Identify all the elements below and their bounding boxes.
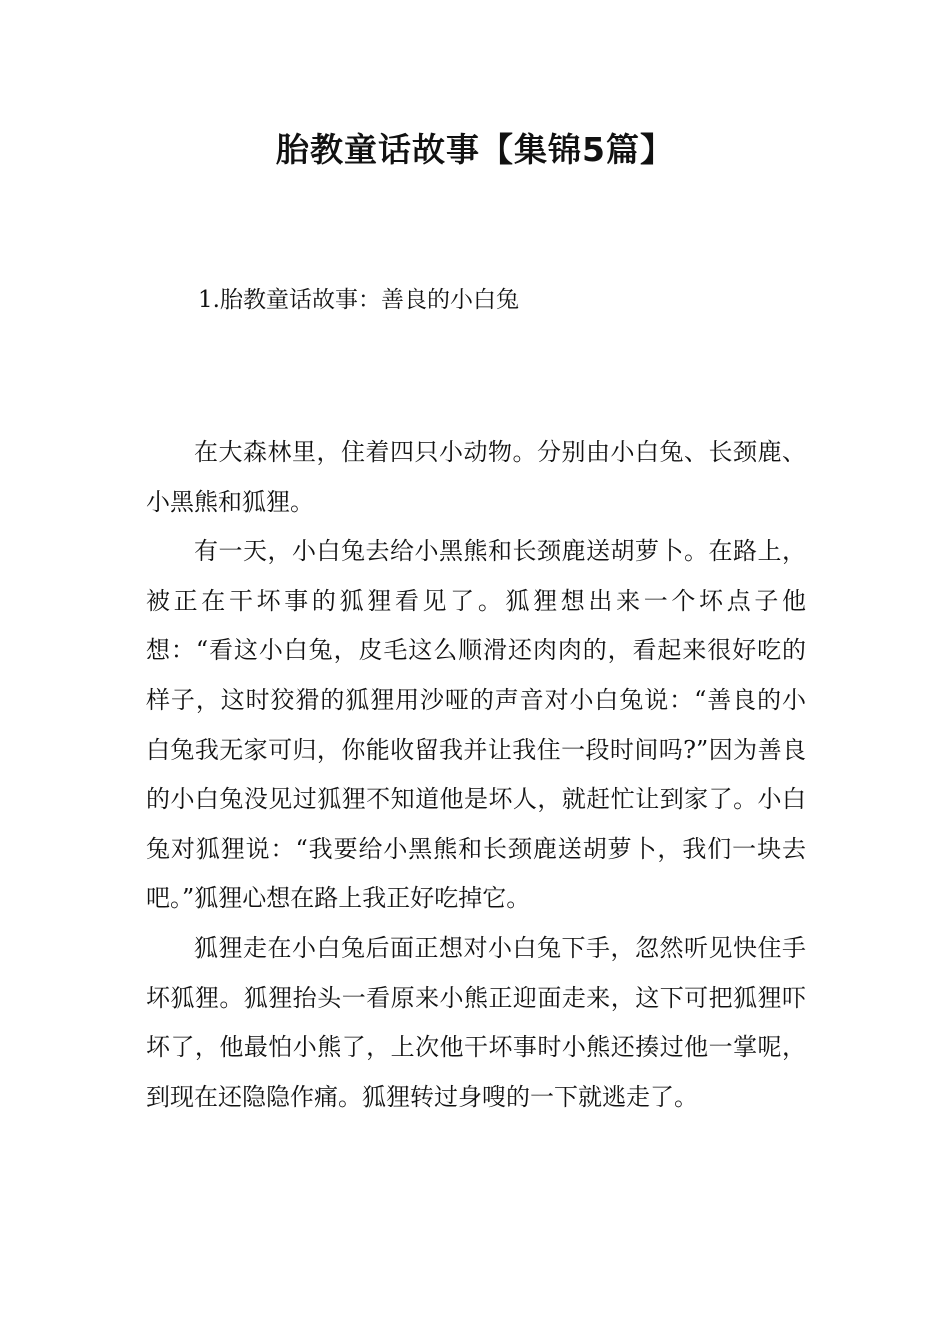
section-heading: 1.胎教童话故事：善良的小白兔 (198, 287, 519, 313)
story-body (146, 428, 806, 1122)
document-title: 胎教童话故事【集锦5篇】 (276, 130, 674, 169)
paragraph: 有一天，小白兔去给小黑熊和长颈鹿送胡萝卜。在路上，被正在干坏事的狐狸看见了。狐狸想出来一个坏点子他想：“看这小白兔，皮毛这么顺滑还肉肉的，看起来很好吃的样子，这时狡猾的狐狸用沙哑的声音对小白兔说：“善良的小白兔我无家可归，你能收留我并让我住一段时间吗?”因为善良的小白兔没见过狐狸不知道他是坏人，就赶忙让到家了。小白兔对狐狸说：“我要给小黑熊和长颈鹿送胡萝卜，我们一块去吧。”狐狸心想在路上我正好吃掉它。 (146, 537, 806, 913)
paragraph: 在大森林里，住着四只小动物。分别由小白兔、长颈鹿、小黑熊和狐狸。 (146, 438, 806, 516)
paragraph: 狐狸走在小白兔后面正想对小白兔下手，忽然听见快住手坏狐狸。狐狸抬头一看原来小熊正迎面走来，这下可把狐狸吓坏了，他最怕小熊了，上次他干坏事时小熊还揍过他一掌呢，到现在还隐隐作痛。狐狸转过身嗖的一下就逃走了。 (146, 933, 806, 1111)
